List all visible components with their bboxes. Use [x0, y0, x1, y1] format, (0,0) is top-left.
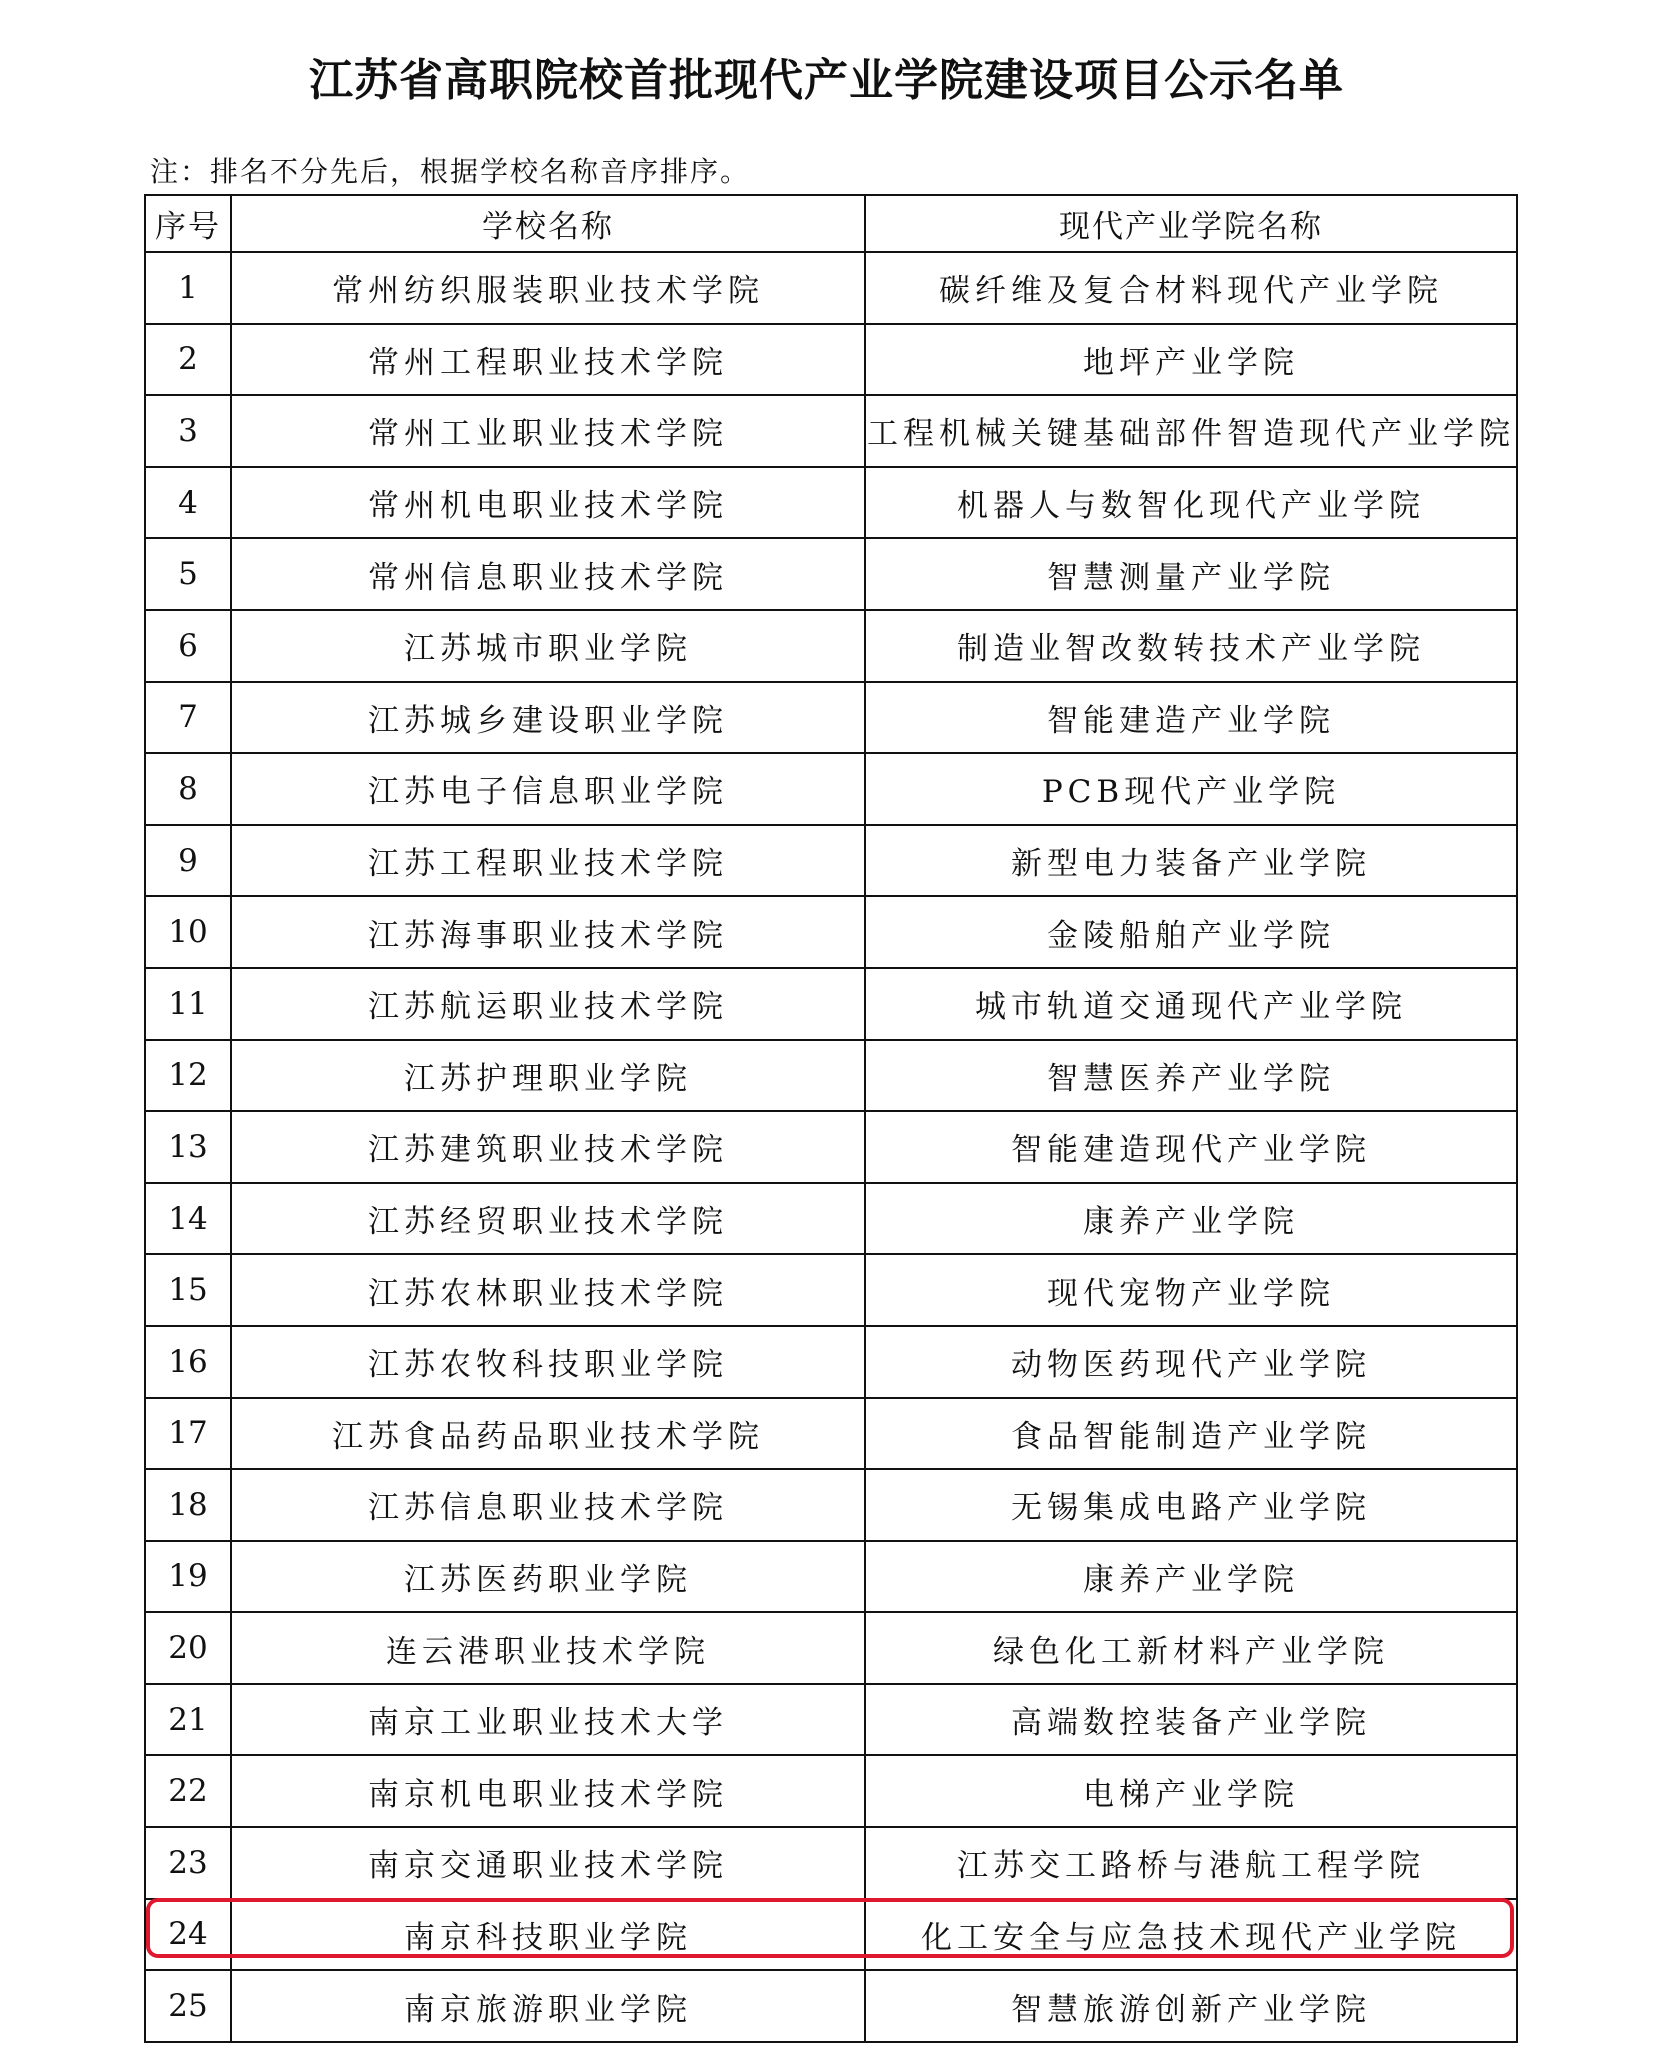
cell-no: 8	[145, 753, 231, 825]
cell-no: 6	[145, 610, 231, 682]
cell-college: 化工安全与应急技术现代产业学院	[865, 1899, 1517, 1971]
cell-school: 江苏建筑职业技术学院	[231, 1111, 865, 1183]
cell-no: 18	[145, 1469, 231, 1541]
table-row	[145, 1183, 1517, 1255]
table-row	[145, 538, 1517, 610]
table-row	[145, 1398, 1517, 1470]
cell-college: 新型电力装备产业学院	[865, 825, 1517, 897]
table-row	[145, 896, 1517, 968]
cell-school: 江苏海事职业技术学院	[231, 896, 865, 968]
cell-college: 高端数控装备产业学院	[865, 1684, 1517, 1756]
cell-school: 常州信息职业技术学院	[231, 538, 865, 610]
cell-school: 江苏工程职业技术学院	[231, 825, 865, 897]
cell-no: 19	[145, 1541, 231, 1613]
cell-school: 南京旅游职业学院	[231, 1970, 865, 2042]
table-row	[145, 1326, 1517, 1398]
table-row	[145, 1612, 1517, 1684]
cell-no: 10	[145, 896, 231, 968]
cell-college: 智能建造现代产业学院	[865, 1111, 1517, 1183]
cell-college: 无锡集成电路产业学院	[865, 1469, 1517, 1541]
cell-no: 15	[145, 1254, 231, 1326]
cell-school: 江苏护理职业学院	[231, 1040, 865, 1112]
cell-college: 康养产业学院	[865, 1541, 1517, 1613]
cell-no: 21	[145, 1684, 231, 1756]
table-row	[145, 1541, 1517, 1613]
cell-school: 常州机电职业技术学院	[231, 467, 865, 539]
table-row	[145, 252, 1517, 324]
cell-school: 南京科技职业学院	[231, 1899, 865, 1971]
cell-school: 常州纺织服装职业技术学院	[231, 252, 865, 324]
cell-college: 地坪产业学院	[865, 324, 1517, 396]
cell-school: 连云港职业技术学院	[231, 1612, 865, 1684]
cell-no: 9	[145, 825, 231, 897]
table-row	[145, 1111, 1517, 1183]
table-row	[145, 1970, 1517, 2042]
header-school: 学校名称	[231, 195, 865, 252]
cell-school: 常州工业职业技术学院	[231, 395, 865, 467]
cell-school: 江苏电子信息职业学院	[231, 753, 865, 825]
table-row	[145, 682, 1517, 754]
cell-college: 智能建造产业学院	[865, 682, 1517, 754]
table-row	[145, 1755, 1517, 1827]
cell-school: 江苏医药职业学院	[231, 1541, 865, 1613]
cell-school: 江苏农牧科技职业学院	[231, 1326, 865, 1398]
cell-school: 江苏经贸职业技术学院	[231, 1183, 865, 1255]
cell-school: 江苏航运职业技术学院	[231, 968, 865, 1040]
cell-college: 动物医药现代产业学院	[865, 1326, 1517, 1398]
cell-college: 城市轨道交通现代产业学院	[865, 968, 1517, 1040]
cell-no: 20	[145, 1612, 231, 1684]
cell-school: 常州工程职业技术学院	[231, 324, 865, 396]
cell-college: 智慧医养产业学院	[865, 1040, 1517, 1112]
cell-college: 金陵船舶产业学院	[865, 896, 1517, 968]
header-no: 序号	[145, 195, 231, 252]
cell-school: 江苏城市职业学院	[231, 610, 865, 682]
table-row	[145, 467, 1517, 539]
cell-school: 南京交通职业技术学院	[231, 1827, 865, 1899]
cell-school: 江苏农林职业技术学院	[231, 1254, 865, 1326]
cell-college: PCB现代产业学院	[865, 753, 1517, 825]
cell-no: 16	[145, 1326, 231, 1398]
cell-school: 江苏信息职业技术学院	[231, 1469, 865, 1541]
cell-college: 江苏交工路桥与港航工程学院	[865, 1827, 1517, 1899]
cell-college: 工程机械关键基础部件智造现代产业学院	[865, 395, 1517, 467]
table-row	[145, 1254, 1517, 1326]
table-row	[145, 1040, 1517, 1112]
cell-college: 智慧旅游创新产业学院	[865, 1970, 1517, 2042]
cell-no: 13	[145, 1111, 231, 1183]
table-row	[145, 1469, 1517, 1541]
cell-no: 4	[145, 467, 231, 539]
cell-no: 7	[145, 682, 231, 754]
cell-school: 南京工业职业技术大学	[231, 1684, 865, 1756]
college-list-table	[144, 194, 1518, 2043]
cell-no: 23	[145, 1827, 231, 1899]
cell-school: 江苏城乡建设职业学院	[231, 682, 865, 754]
cell-school: 南京机电职业技术学院	[231, 1755, 865, 1827]
cell-college: 绿色化工新材料产业学院	[865, 1612, 1517, 1684]
sort-note: 注：排名不分先后，根据学校名称音序排序。	[150, 155, 751, 188]
cell-school: 江苏食品药品职业技术学院	[231, 1398, 865, 1470]
cell-college: 智慧测量产业学院	[865, 538, 1517, 610]
cell-no: 24	[145, 1899, 231, 1971]
cell-college: 碳纤维及复合材料现代产业学院	[865, 252, 1517, 324]
cell-college: 制造业智改数转技术产业学院	[865, 610, 1517, 682]
cell-college: 电梯产业学院	[865, 1755, 1517, 1827]
cell-college: 食品智能制造产业学院	[865, 1398, 1517, 1470]
cell-no: 25	[145, 1970, 231, 2042]
cell-no: 17	[145, 1398, 231, 1470]
table-row	[145, 968, 1517, 1040]
table-row	[145, 753, 1517, 825]
table-row	[145, 1899, 1517, 1971]
cell-no: 1	[145, 252, 231, 324]
cell-no: 14	[145, 1183, 231, 1255]
page-title: 江苏省高职院校首批现代产业学院建设项目公示名单	[309, 55, 1344, 106]
table-row	[145, 1684, 1517, 1756]
cell-no: 12	[145, 1040, 231, 1112]
cell-no: 3	[145, 395, 231, 467]
table-row	[145, 395, 1517, 467]
cell-no: 2	[145, 324, 231, 396]
table-row	[145, 1827, 1517, 1899]
cell-college: 机器人与数智化现代产业学院	[865, 467, 1517, 539]
cell-college: 康养产业学院	[865, 1183, 1517, 1255]
cell-no: 11	[145, 968, 231, 1040]
header-college: 现代产业学院名称	[865, 195, 1517, 252]
cell-college: 现代宠物产业学院	[865, 1254, 1517, 1326]
cell-no: 5	[145, 538, 231, 610]
table-header-row	[145, 195, 1517, 252]
table-row	[145, 610, 1517, 682]
cell-no: 22	[145, 1755, 231, 1827]
table-row	[145, 825, 1517, 897]
table-row	[145, 324, 1517, 396]
